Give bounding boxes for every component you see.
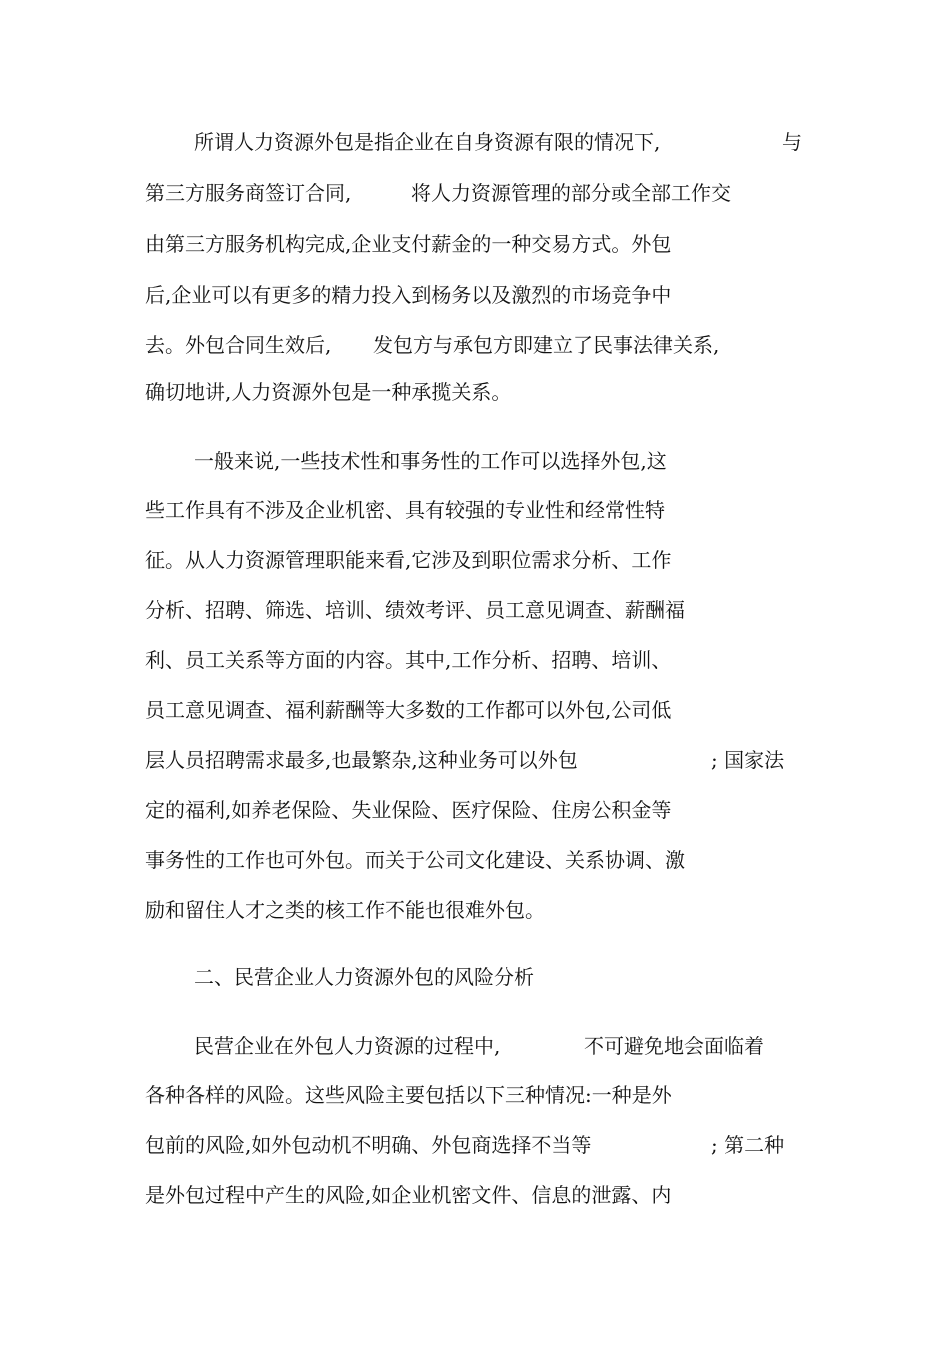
text-run: 所谓人力资源外包是指企业在自身资源有限的情况下, — [194, 130, 661, 154]
paragraph-1-line-3: 由第三方服务机构完成,企业支付薪金的一种交易方式。外包 — [145, 232, 672, 256]
text-run: 包前的风险,如外包动机不明确、外包商选择不当等 — [145, 1133, 592, 1157]
paragraph-2-line-9: 事务性的工作也可外包。而关于公司文化建设、关系协调、激 — [145, 848, 685, 872]
paragraph-3-line-3 — [145, 1133, 805, 1157]
text-run: 发包方与承包方即建立了民事法律关系, — [373, 333, 720, 357]
paragraph-2-line-10: 励和留住人才之类的核工作不能也很难外包。 — [145, 898, 545, 922]
paragraph-2-line-2: 些工作具有不涉及企业机密、具有较强的专业性和经常性特 — [145, 498, 665, 522]
paragraph-1-line-6: 确切地讲,人力资源外包是一种承揽关系。 — [145, 380, 512, 404]
text-run: ; 第二种 — [711, 1133, 785, 1157]
paragraph-2-line-1: 一般来说,一些技术性和事务性的工作可以选择外包,这 — [194, 449, 667, 473]
paragraph-1-line-4: 后,企业可以有更多的精力投入到杨务以及激烈的市场竞争中 — [145, 283, 672, 307]
text-run: 民营企业在外包人力资源的过程中, — [194, 1034, 501, 1058]
paragraph-3-line-1 — [194, 1034, 814, 1058]
section-heading: 二、民营企业人力资源外包的风险分析 — [194, 965, 534, 989]
paragraph-2-line-3: 征。从人力资源管理职能来看,它涉及到职位需求分析、工作 — [145, 548, 672, 572]
paragraph-2-line-8: 定的福利,如养老保险、失业保险、医疗保险、住房公积金等 — [145, 798, 672, 822]
paragraph-2-line-5: 利、员工关系等方面的内容。其中,工作分析、招聘、培训、 — [145, 648, 672, 672]
text-run: 第三方服务商签订合同, — [145, 181, 352, 205]
text-run: 与 — [782, 130, 802, 154]
paragraph-3-line-4: 是外包过程中产生的风险,如企业机密文件、信息的泄露、内 — [145, 1183, 672, 1207]
paragraph-2-line-6: 员工意见调查、福利薪酬等大多数的工作都可以外包,公司低 — [145, 698, 672, 722]
paragraph-1-line-5 — [145, 333, 765, 357]
paragraph-2-line-7 — [145, 748, 805, 772]
paragraph-3-line-2: 各种各样的风险。这些风险主要包括以下三种情况:一种是外 — [145, 1083, 672, 1107]
text-run: ; 国家法 — [711, 748, 785, 772]
paragraph-2-line-4: 分析、招聘、筛选、培训、绩效考评、员工意见调查、薪酬福 — [145, 598, 685, 622]
text-run: 去。外包合同生效后, — [145, 333, 332, 357]
paragraph-1-line-2 — [145, 181, 765, 205]
text-run: 层人员招聘需求最多,也最繁杂,这种业务可以外包 — [145, 748, 578, 772]
text-run: 不可避免地会面临着 — [584, 1034, 764, 1058]
paragraph-1-line-1 — [194, 130, 814, 154]
text-run: 将人力资源管理的部分或全部工作交 — [411, 181, 731, 205]
